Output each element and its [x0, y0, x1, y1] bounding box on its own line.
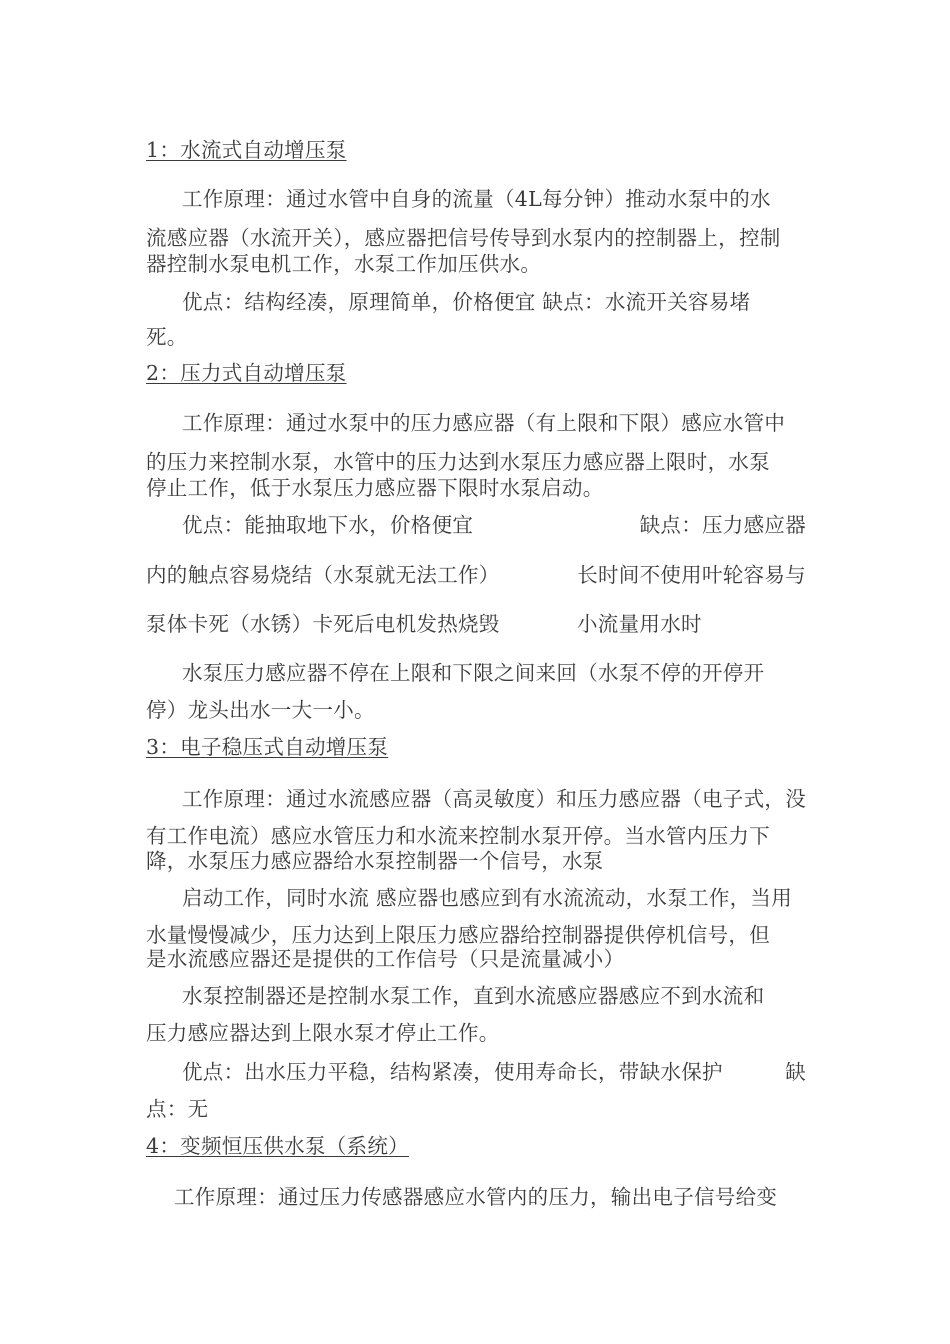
section-2-row-2 [146, 562, 806, 588]
section-4-line-1: 工作原理：通过压力传感器感应水管内的压力，输出电子信号给变 [174, 1185, 778, 1209]
section-3-advantages: 优点：出水压力平稳，结构紧凑，使用寿命长，带缺水保护 [182, 1060, 723, 1084]
section-2-heading: 2：压力式自动增压泵 [146, 361, 347, 385]
section-2-line-8: 停）龙头出水一大一小。 [146, 698, 375, 722]
section-1-heading: 1：水流式自动增压泵 [146, 138, 347, 162]
section-3-line-2: 有工作电流）感应水管压力和水流来控制水泵开停。当水管内压力下 [146, 824, 770, 848]
section-2-line-2: 的压力来控制水泵，水管中的压力达到水泵压力感应器上限时，水泵 [146, 450, 770, 474]
section-1-line-4: 优点：结构经凑，原理简单，价格便宜 缺点：水流开关容易堵 [182, 290, 751, 314]
section-4-heading: 4：变频恒压供水泵（系统） [146, 1134, 409, 1158]
section-3-line-5: 水量慢慢减少，压力达到上限压力感应器给控制器提供停机信号，但 [146, 923, 770, 947]
section-1-line-1: 工作原理：通过水管中自身的流量（4L每分钟）推动水泵中的水 [182, 187, 771, 211]
section-3-line-4: 启动工作，同时水流 感应器也感应到有水流流动，水泵工作，当用 [182, 886, 793, 910]
section-3-disadvantages: 缺 [785, 1060, 806, 1084]
section-1-line-5: 死。 [146, 325, 188, 349]
section-3-line-6: 是水流感应器还是提供的工作信号（只是流量减小） [146, 947, 625, 971]
section-2-line-6a: 泵体卡死（水锈）卡死后电机发热烧毁 [146, 612, 500, 636]
section-2-line-3: 停止工作，低于水泵压力感应器下限时水泵启动。 [146, 476, 604, 500]
section-2-advantages: 优点：能抽取地下水，价格便宜 [182, 513, 474, 537]
section-2-disadvantages: 缺点：压力感应器 [639, 513, 806, 537]
section-2-line-5a: 内的触点容易烧结（水泵就无法工作） [146, 563, 500, 587]
section-2-advantages-row [182, 512, 806, 538]
section-3-line-10: 点：无 [146, 1097, 209, 1121]
section-2-line-5b: 长时间不使用叶轮容易与 [577, 563, 806, 587]
section-3-line-8: 压力感应器达到上限水泵才停止工作。 [146, 1021, 500, 1045]
section-2-line-7: 水泵压力感应器不停在上限和下限之间来回（水泵不停的开停开 [182, 661, 765, 685]
section-3-line-7: 水泵控制器还是控制水泵工作，直到水流感应器感应不到水流和 [182, 984, 765, 1008]
section-1-line-2: 流感应器（水流开关），感应器把信号传导到水泵内的控制器上，控制 [146, 226, 781, 250]
section-1-line-3: 器控制水泵电机工作，水泵工作加压供水。 [146, 252, 542, 276]
section-2-line-6b: 小流量用水时 [577, 612, 702, 636]
section-3-advantages-row [182, 1059, 806, 1085]
section-3-line-3: 降，水泵压力感应器给水泵控制器一个信号，水泵 [146, 849, 604, 873]
section-2-line-1: 工作原理：通过水泵中的压力感应器（有上限和下限）感应水管中 [182, 411, 786, 435]
section-3-heading: 3：电子稳压式自动增压泵 [146, 735, 389, 759]
section-3-line-1: 工作原理：通过水流感应器（高灵敏度）和压力感应器（电子式，没 [182, 787, 806, 811]
